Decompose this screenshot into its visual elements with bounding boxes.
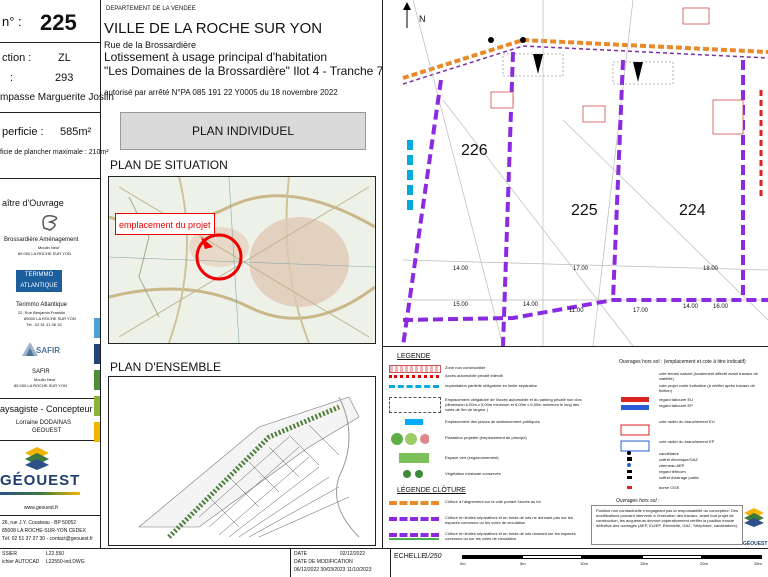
level-label: 11.00 <box>569 308 584 314</box>
legend-symbol <box>389 533 439 537</box>
level-label: 15.00 <box>453 302 469 308</box>
level-label: 17.00 <box>633 308 649 314</box>
level-label: 14.00 <box>523 302 539 308</box>
owner-title: aître d'Ouvrage <box>2 198 64 208</box>
location-label: emplacement du projet <box>119 220 211 230</box>
department: DEPARTEMENT DE LA VENDEE <box>106 6 196 12</box>
legend-text: Clôture en limites séparatives et en fonds de lots donnant sur les espaces communs ou sur les voies de circulation <box>445 531 576 541</box>
left-panel <box>0 0 114 576</box>
scale-tick: 20m <box>700 561 708 566</box>
ouvrage-item: coffret électrique/GAZ <box>659 457 698 462</box>
street: Rue de la Brossardière <box>104 40 197 50</box>
ensemble-map-svg <box>109 377 375 545</box>
owner3-addr2: 85 000 LA ROCHE SUR YON <box>14 383 67 388</box>
ouvrage-item: regard tabouret EP <box>659 403 693 408</box>
geouest-logo-text: GÉOUEST <box>0 472 81 489</box>
scale-tick: 10m <box>580 561 588 566</box>
legend-text: Accès automobile privatif interdit <box>445 373 503 378</box>
file-label: ichier AUTOCAD <box>2 559 40 565</box>
legend-text: Clôture à l'alignement sur la voie portant l'accès au lot <box>445 499 541 504</box>
legend-symbol <box>389 501 439 505</box>
safir-logo-text: SAFIR <box>36 346 60 355</box>
terimmo-logo <box>16 270 62 292</box>
section-value: ZL <box>58 52 71 64</box>
owner3-name: SAFIR <box>32 369 50 375</box>
level-label: 14.00 <box>453 266 469 272</box>
geouest-phone: Tél. 02 51 37 27 30 - contact@geouest.fr <box>2 536 93 542</box>
ouvrage-item: citerneau AEP <box>659 463 685 468</box>
address: mpasse Marguerite Joslin <box>0 92 114 103</box>
owner1-addr1: Moulin Neuf <box>38 245 60 250</box>
date-value: 02/12/2022 <box>340 551 366 557</box>
legend-text: Plantation projetée (emplacement de principe) <box>445 435 527 440</box>
scale-segment <box>702 555 762 559</box>
legend-left <box>389 363 589 548</box>
ouvrage-item: candélabre <box>659 451 679 456</box>
center-panel <box>100 0 383 548</box>
ensemble-map <box>108 376 376 546</box>
owner2-phone: Tél : 02 51 41 06 15 <box>26 322 62 327</box>
ouvrage-item: cote projet voirie indicative (à vérifier après travaux de finition) <box>659 383 755 393</box>
footer-divider <box>290 549 291 577</box>
ouvrages-note: Position non contractuelle n'engageant pas la responsabilité du concepteur. Des modifications pouvant intervenir à l'exécution des travaux, avant tout projet de construction, les acquéreurs devront impérativement vérifier la position exacte définitive des ouvrages (AEP, EU/EP, Électricité, GAZ, Téléphone, candélabres). <box>596 508 739 528</box>
ouvrages-note-box <box>591 498 743 545</box>
terimmo-logo-text: TERIMMO ATLANTIQUE <box>20 272 58 289</box>
geouest-small-logo <box>743 507 768 547</box>
geouest-addr1: 26, rue J.Y. Cousteau - BP 50052 <box>2 520 77 526</box>
modif-values: 06/12/2022 30/03/2023 11/10/2023 <box>294 567 372 573</box>
geouest-web: www.geouest.fr <box>24 505 59 511</box>
owner2-addr1: 22, Rue Benjamin Franklin <box>18 310 66 315</box>
legend-text: Zone non constructible <box>445 365 486 370</box>
plot-226-label: 226 <box>461 142 488 159</box>
legend-symbol <box>389 385 439 388</box>
cloture-title: LÉGENDE CLÔTURE <box>397 487 466 494</box>
geouest-color-bar <box>0 492 80 495</box>
scale-tick: 15m <box>640 561 648 566</box>
plan-title-box <box>120 112 366 150</box>
plan-svg <box>383 0 768 346</box>
legend-right <box>589 357 768 547</box>
level-label: 17.00 <box>573 266 589 272</box>
ouvrage-item: cote radier du branchement EU <box>659 419 715 424</box>
legend-symbol <box>399 453 429 463</box>
legend-title: LEGENDE <box>397 353 431 360</box>
vegetation-icon <box>389 469 429 479</box>
legend-text: Implantation partielle obligatoire en limite séparative <box>445 383 538 388</box>
scale-bar <box>462 555 762 559</box>
ouvrage-item: regard tabouret EU <box>659 397 694 402</box>
scale-segment <box>522 555 582 559</box>
ouvrage-item: cote radier du branchement EP <box>659 439 715 444</box>
ouvrage-symbols <box>619 369 659 499</box>
ouvrages-note-title: Ouvrages hors sol : <box>616 498 660 504</box>
legend-text: Emplacement obligatoire de l'accès automobile et du parking privatif non clos (dimension 6,00m x 5,00m minimum et 6,00m x 6,00m minimum le long des voies de 5m de largeur ) <box>445 397 582 412</box>
legend-text: Végétation existante conservée <box>445 471 501 476</box>
divider <box>0 178 100 179</box>
owner1-addr2: 85 000 LA ROCHE SUR YON <box>18 251 71 256</box>
dossier-value: L22.550 <box>46 551 65 557</box>
divider <box>0 515 100 516</box>
scale-label: ECHELLE <box>394 553 426 560</box>
scale-tick: 0m <box>460 561 466 566</box>
landscape-company: GEOUEST <box>32 428 62 434</box>
authorization: autorisé par arrêté N°PA 085 191 22 Y0005 du 18 novembre 2022 <box>104 88 338 97</box>
owner1-name: Brossardière Aménagement <box>4 237 79 243</box>
geouest-logo-icon <box>24 446 50 470</box>
divider <box>0 112 100 113</box>
legend-symbol <box>389 517 439 521</box>
lot-prefix: n° : <box>2 14 22 29</box>
ensemble-title: PLAN D'ENSEMBLE <box>110 360 221 374</box>
plot-224-label: 224 <box>679 202 706 219</box>
scale-segment <box>462 555 522 559</box>
scale-tick: 5m <box>520 561 526 566</box>
plan-view <box>383 0 768 347</box>
dossier-label: SSIER <box>2 551 18 557</box>
scale-value: 1/250 <box>424 553 442 560</box>
legend-symbol <box>405 419 423 425</box>
surface-label: perficie : <box>2 126 44 138</box>
plan-title: PLAN INDIVIDUEL <box>191 124 295 138</box>
legend-symbol <box>389 538 439 540</box>
floor-area: ficie de plancher maximale : 210m² <box>0 149 109 156</box>
lot-number: 225 <box>40 10 77 35</box>
scale-segment <box>582 555 642 559</box>
scale-tick: 25m <box>754 561 762 566</box>
landscape-title: aysagiste - Concepteur <box>0 404 93 414</box>
landscape-name: Lorraine DODAINAS <box>16 420 72 426</box>
geouest-small-icon <box>743 507 765 527</box>
geouest-small-text: GÉOUEST <box>743 541 768 547</box>
situation-title: PLAN DE SITUATION <box>110 158 228 172</box>
lot-number-row <box>0 0 100 43</box>
owner2-name: Terimmo Atlantique <box>16 302 68 308</box>
legend-symbol <box>389 397 441 413</box>
surface-value: 585m² <box>60 126 92 138</box>
situation-map <box>108 176 376 344</box>
project-line-1: Lotissement à usage principal d'habitation <box>104 50 328 64</box>
legend-text: Emplacement des places de stationnement publiques <box>445 419 540 424</box>
legend-symbol <box>389 365 441 373</box>
owner2-addr2: 85000 LA ROCHE SUR YON <box>24 316 76 321</box>
scale-segment <box>642 555 702 559</box>
divider <box>0 440 100 441</box>
plot-225-label: 225 <box>571 202 598 219</box>
north-label: N <box>419 14 426 24</box>
parcel-value: 293 <box>55 72 74 84</box>
ouvrage-item: regard télécom <box>659 469 686 474</box>
city: VILLE DE LA ROCHE SUR YON <box>104 20 323 37</box>
footer <box>0 548 768 577</box>
geouest-addr2: 85008 LA ROCHE-SUR-YON CEDEX <box>2 528 86 534</box>
ouvrage-item: cote terrain naturel (localement affecté avant travaux de viabilité) <box>659 371 758 381</box>
footer-divider <box>390 549 391 577</box>
divider <box>0 398 100 399</box>
ouvrage-item: coffret éclairage public <box>659 475 699 480</box>
plantation-icon <box>389 431 429 447</box>
date-label: DATE <box>294 551 307 557</box>
ouvrages-title: Ouvrages hors sol : (emplacement et cote à titre indicatif) <box>619 359 746 365</box>
legend-panel <box>383 347 768 548</box>
parcel-label: : <box>10 72 14 84</box>
section-label: ction : <box>2 52 32 64</box>
location-label-box <box>115 213 215 235</box>
situation-map-svg <box>109 177 375 343</box>
level-label: 16.00 <box>713 304 729 310</box>
file-value: L22550-ind.DWG <box>46 559 85 565</box>
level-label: 18.00 <box>703 266 719 272</box>
legend-symbol <box>389 375 439 378</box>
owner3-addr1: Moulin Neuf <box>34 377 56 382</box>
legend-text: Clôture en limites séparatives et en fonds de lots ne donnant pas sur les espaces communs ou les voies de circulation <box>445 515 573 525</box>
brossardiere-logo <box>38 212 64 232</box>
legend-text: Espace vert (engazonnement) <box>445 455 499 460</box>
ouvrage-item: borne OGE <box>659 485 680 490</box>
modif-label: DATE DE MODIFICATION <box>294 559 353 565</box>
project-line-2: "Les Domaines de la Brossardière" Ilot 4 - Tranche 7 <box>104 64 384 78</box>
level-label: 14.00 <box>683 304 699 310</box>
